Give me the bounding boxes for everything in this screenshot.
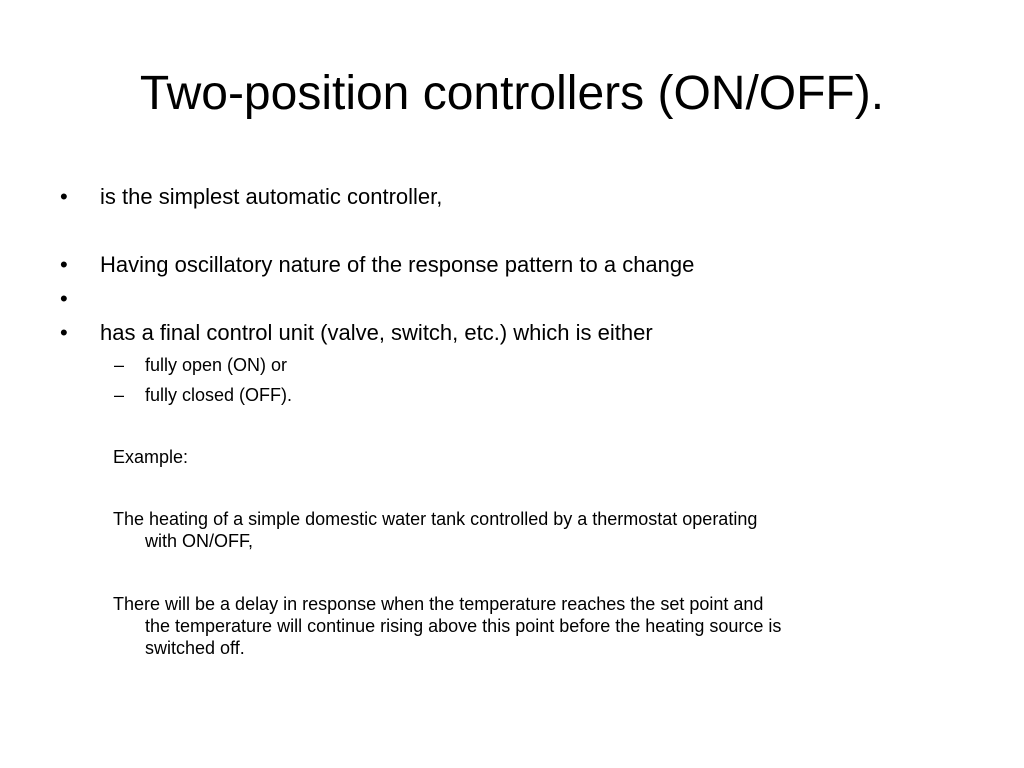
bullet-text: Having oscillatory nature of the response pattern to a change (100, 252, 695, 277)
sub-bullet-item (0, 352, 1000, 378)
sub-bullet-item (0, 382, 1000, 408)
bullet-marker: • (60, 184, 68, 209)
bullet-item (0, 250, 1000, 280)
slide-title: Two-position controllers (ON/OFF). (139, 67, 885, 120)
paragraph-line: There will be a delay in response when the temperature reaches the set point and (113, 594, 764, 614)
bullet-text: has a final control unit (valve, switch, etc.) which is either (100, 320, 653, 345)
bullet-marker: • (60, 320, 68, 345)
example-label-text: Example: (113, 447, 189, 467)
bullet-item (0, 284, 1000, 314)
bullet-text: is the simplest automatic controller, (100, 184, 443, 209)
explanation-paragraph (113, 593, 1003, 659)
bullet-item (0, 182, 1000, 212)
bullet-marker: • (60, 286, 68, 311)
bullet-marker: • (60, 252, 68, 277)
paragraph-line: The heating of a simple domestic water tank controlled by a thermostat operating (113, 509, 758, 529)
paragraph-line: with ON/OFF, (145, 531, 254, 551)
example-paragraph (113, 508, 1003, 552)
sub-bullet-marker: – (114, 355, 125, 375)
sub-bullet-text: fully open (ON) or (145, 355, 288, 375)
bullet-item (0, 318, 1000, 348)
paragraph-line: the temperature will continue rising above this point before the heating source is (145, 616, 782, 636)
sub-bullet-marker: – (114, 385, 125, 405)
sub-bullet-text: fully closed (OFF). (145, 385, 293, 405)
example-label (113, 446, 1003, 468)
paragraph-line: switched off. (145, 638, 245, 658)
